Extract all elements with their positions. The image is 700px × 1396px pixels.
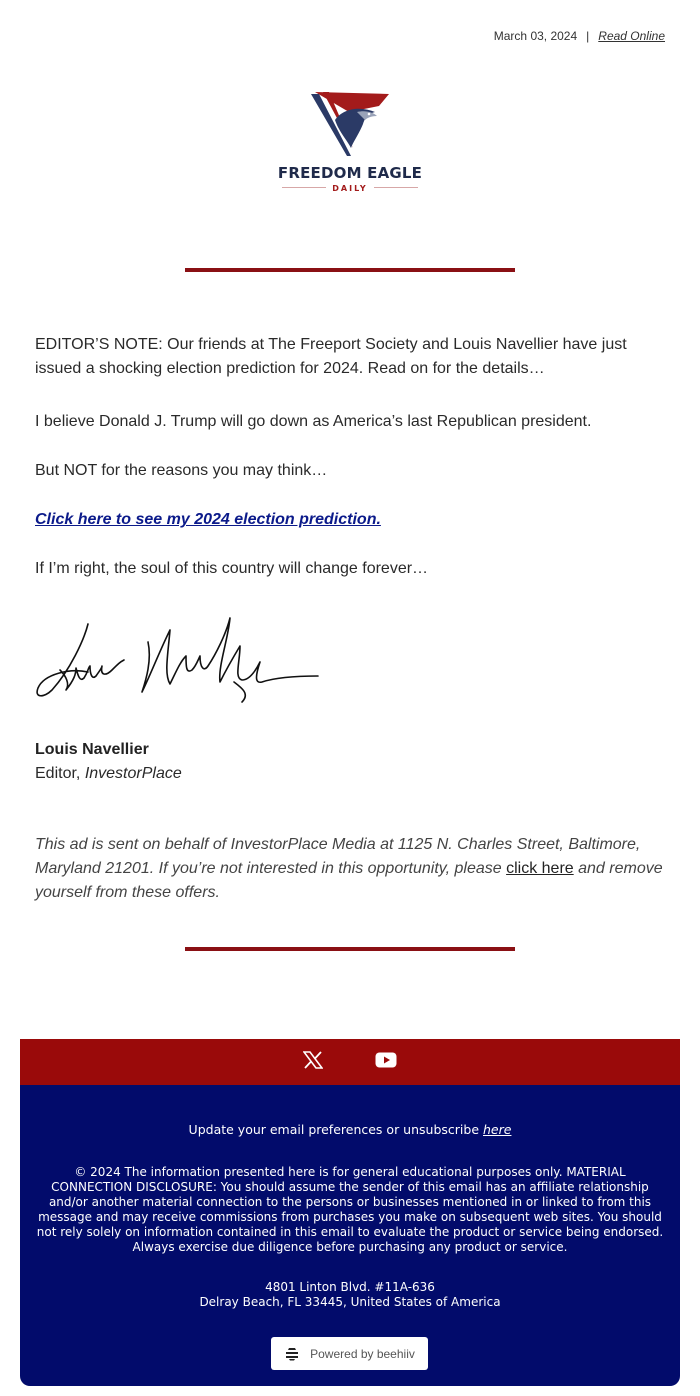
paragraph-2: But NOT for the reasons you may think…: [35, 462, 328, 479]
header-bar: [494, 29, 665, 43]
unsubscribe-link[interactable]: here: [483, 1122, 512, 1137]
author-name: Louis Navellier: [35, 741, 149, 758]
cta-paragraph: [35, 508, 665, 532]
email-footer: [20, 1039, 680, 1386]
election-prediction-link[interactable]: Click here to see my 2024 election prediction.: [35, 511, 381, 528]
author-title: Editor, InvestorPlace: [35, 765, 182, 782]
unsubscribe-offers-link[interactable]: click here: [506, 860, 574, 877]
mailing-address: 4801 Linton Blvd. #11A-636 Delray Beach, FL 33445, United States of America: [199, 1280, 501, 1309]
brand-tagline: DAILY: [332, 184, 368, 193]
tagline-rule-left: [282, 187, 326, 188]
issue-date: March 03, 2024: [493, 29, 578, 43]
legal-disclosure: © 2024 The information presented here is for general educational purposes only. MATERIAL CONNECTION DISCLOSURE: You should assume the sender of this email has an affiliate relationship and/or another material connection to the persons or businesses mentioned in or linked to from this message and may receive commissions from purchases you make on subsequent web sites. You should not rely solely on information contained in this email to evaluate the product or service being endorsed. Always exercise due diligence before purchasing any product or service.: [36, 1165, 664, 1254]
signature-image: [30, 610, 330, 715]
header-separator: |: [586, 29, 590, 43]
powered-by-label: Powered by beehiiv: [310, 1346, 415, 1361]
youtube-icon[interactable]: [375, 1052, 397, 1073]
brand-tagline-row: [0, 182, 700, 193]
beehiiv-icon: [284, 1347, 300, 1361]
ad-disclaimer: This ad is sent on behalf of InvestorPlace Media at 1125 N. Charles Street, Baltimore, Maryland 21201. If you’re not interested in this opportunity, please click here and remove yourself from these offers.: [35, 836, 663, 901]
social-bar: [20, 1039, 680, 1085]
brand-name: FREEDOM EAGLE: [277, 164, 423, 182]
author-company: InvestorPlace: [84, 765, 182, 782]
bottom-divider: [185, 947, 515, 951]
eagle-logo-icon: [309, 90, 391, 160]
author-block: [35, 738, 182, 786]
tagline-rule-right: [374, 187, 418, 188]
top-divider: [185, 268, 515, 272]
brand-logo[interactable]: [0, 90, 700, 193]
editors-note: EDITOR’S NOTE: Our friends at The Freeport Society and Louis Navellier have just issued a shocking election prediction for 2024. Read on for the details…: [35, 336, 627, 377]
x-icon[interactable]: [303, 1051, 323, 1074]
footer-body: [20, 1122, 680, 1310]
paragraph-1: I believe Donald J. Trump will go down as America’s last Republican president.: [35, 413, 592, 430]
powered-by-beehiiv-button[interactable]: [271, 1337, 428, 1370]
paragraph-3: If I’m right, the soul of this country will change forever…: [35, 560, 429, 577]
email-preferences: Update your email preferences or unsubscribe here: [188, 1122, 512, 1137]
read-online-link[interactable]: Read Online: [598, 29, 665, 43]
